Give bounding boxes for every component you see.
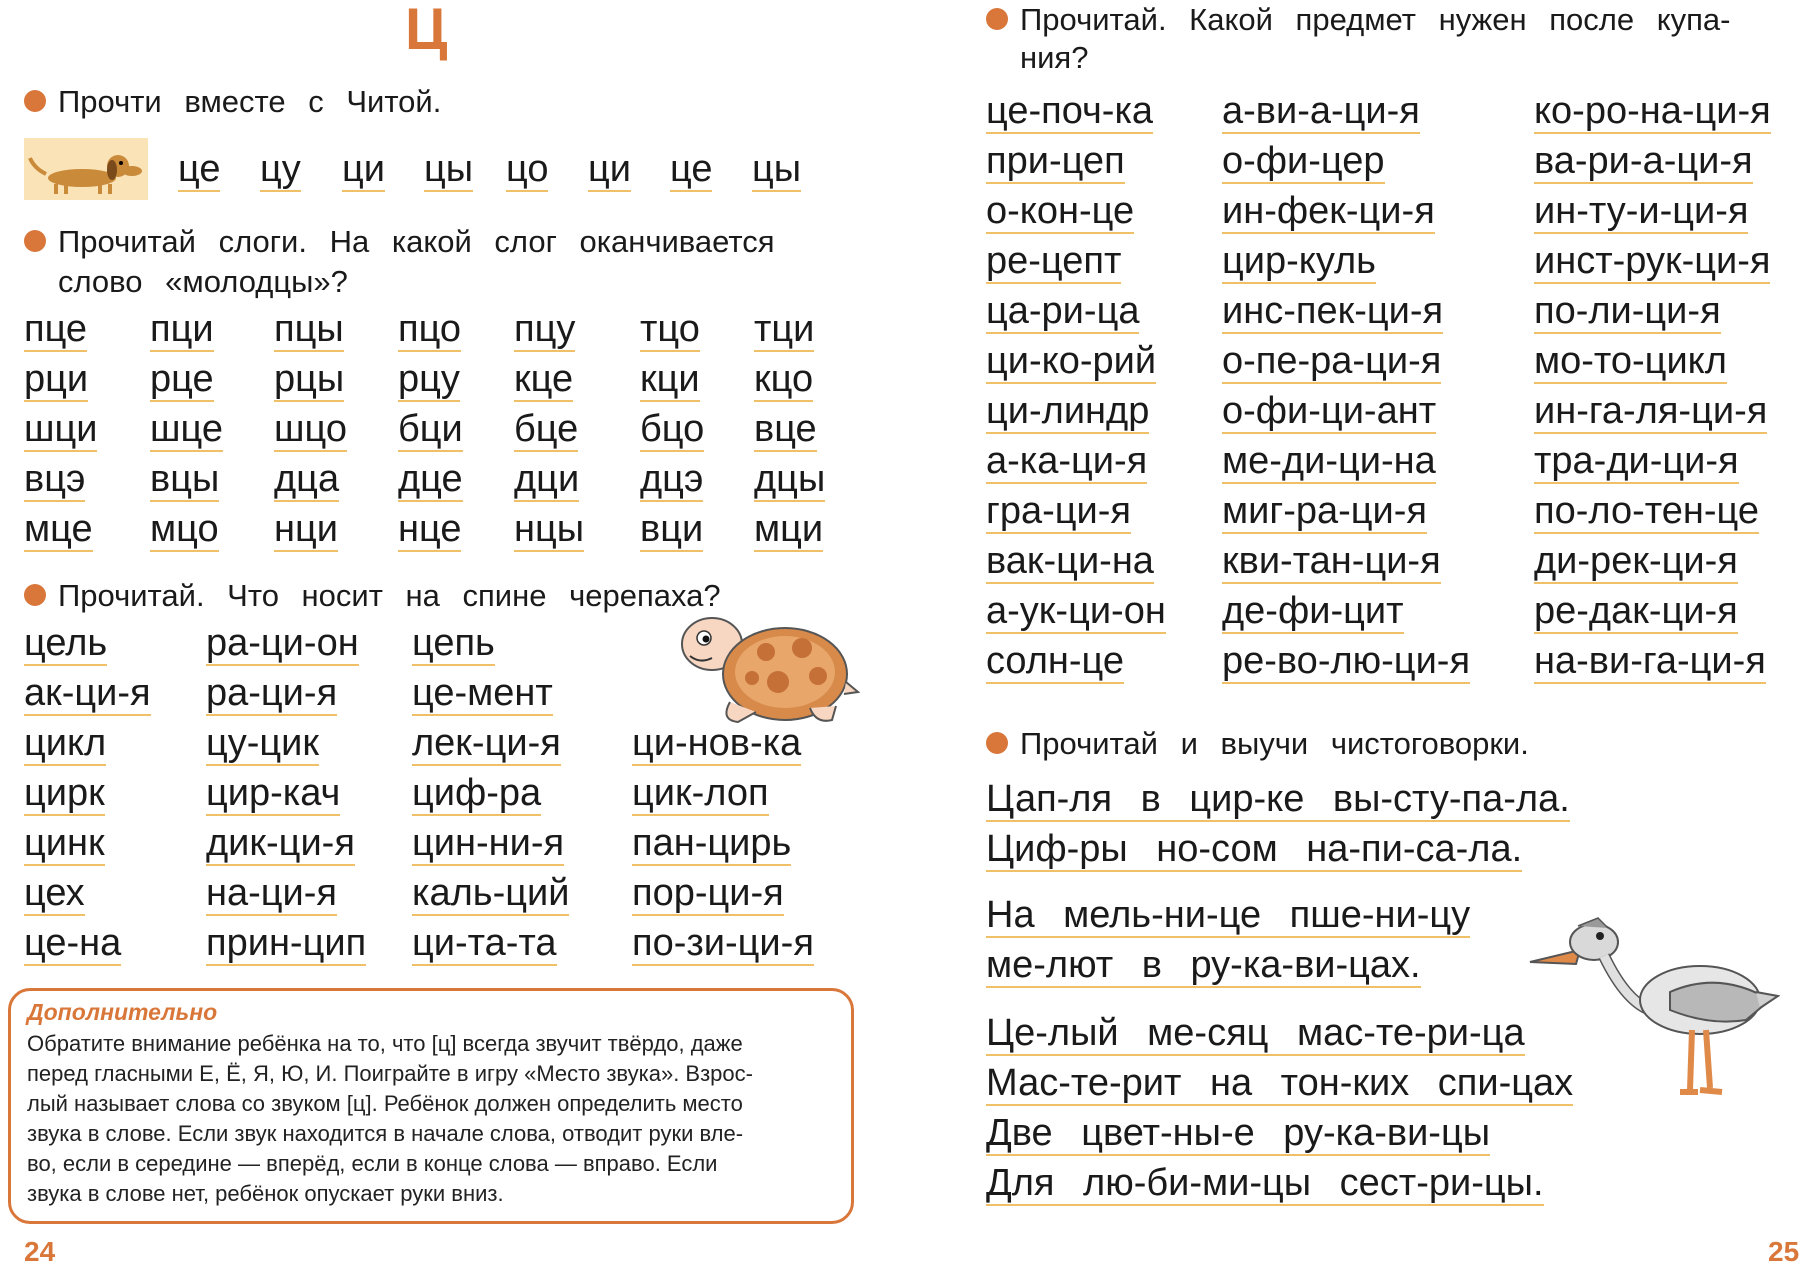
word-text: це-мент: [412, 672, 553, 714]
syllable-text: пцо: [398, 308, 462, 350]
word-text: це-поч-ка: [986, 90, 1154, 132]
word: [986, 638, 1124, 684]
syllable: [398, 406, 463, 452]
word-text: цир-куль: [1222, 240, 1376, 282]
instruction-2-line2: слово «молодцы»?: [58, 264, 348, 299]
syllable: [398, 356, 460, 402]
heron-illustration: [1520, 900, 1780, 1110]
syllable: [754, 306, 814, 352]
word-text: ца-ри-ца: [986, 290, 1140, 332]
tongue-twister-line-text: На мель-ни-це пше-ни-цу: [986, 894, 1471, 936]
bullet-icon: [986, 732, 1008, 754]
syllable: [150, 406, 223, 452]
syllable-text: тци: [754, 308, 815, 350]
syllable-text: дцэ: [640, 458, 704, 500]
syllable-text: вце: [754, 408, 817, 450]
word: [632, 820, 791, 866]
word: [1222, 88, 1420, 134]
turtle-illustration: [660, 612, 860, 728]
syllable-text: рце: [150, 358, 214, 400]
syllable: [640, 456, 703, 502]
syllable: [754, 406, 817, 452]
word: [24, 870, 85, 916]
word: [1222, 588, 1404, 634]
tongue-twister-line-text: ме-лют в ру-ка-ви-цах.: [986, 944, 1421, 986]
syllable-text: мци: [754, 508, 824, 550]
word-text: мо-то-цикл: [1534, 340, 1727, 382]
word-text: ци-та-та: [412, 922, 557, 964]
bullet-icon: [24, 90, 46, 112]
left-page: [0, 0, 870, 1272]
word: [986, 338, 1156, 384]
chita-syllable-text: ци: [588, 148, 631, 190]
word: [24, 720, 106, 766]
syllable: [640, 306, 700, 352]
word-text: на-ви-га-ци-я: [1534, 640, 1766, 682]
syllable-text: вци: [640, 508, 704, 550]
chita-syllable-text: це: [178, 148, 221, 190]
additional-info-line: звука в слове нет, ребёнок опускает руки вниз.: [27, 1181, 504, 1206]
syllable-text: рцы: [274, 358, 345, 400]
word-text: цин-ни-я: [412, 822, 565, 864]
word: [412, 820, 564, 866]
word-text: ра-ци-он: [206, 622, 359, 664]
word: [1534, 388, 1767, 434]
word: [412, 920, 557, 966]
additional-info-line: перед гласными Е, Ё, Я, Ю, И. Поиграйте в игру «Место звука». Взрос-: [27, 1061, 753, 1086]
word: [1534, 338, 1727, 384]
syllable-text: шце: [150, 408, 223, 450]
additional-info-line: во, если в середине — вперёд, если в конце слова — вправо. Если: [27, 1151, 718, 1176]
chita-syllable: [260, 146, 301, 192]
chita-syllable-text: цы: [752, 148, 802, 190]
tongue-twister-line-text: Цап-ля в цир-ке вы-сту-па-ла.: [986, 778, 1570, 820]
word-text: цик-лоп: [632, 772, 769, 814]
word-text: ин-фек-ци-я: [1222, 190, 1435, 232]
chita-syllable-text: ци: [342, 148, 385, 190]
syllable-text: дца: [274, 458, 340, 500]
syllable-text: кци: [640, 358, 700, 400]
syllable-text: вцы: [150, 458, 220, 500]
chita-syllable: [178, 146, 220, 192]
tongue-twister-line: [986, 890, 1470, 940]
additional-info-line: Обратите внимание ребёнка на то, что [ц] всегда звучит твёрдо, даже: [27, 1031, 743, 1056]
syllable: [514, 506, 584, 552]
word-text: пан-цирь: [632, 822, 792, 864]
syllable: [274, 356, 344, 402]
syllable: [150, 356, 214, 402]
instruction-4: Прочитай. Какой предмет нужен после купа-: [986, 0, 1806, 40]
syllable-text: кце: [514, 358, 574, 400]
word-text: ра-ци-я: [206, 672, 338, 714]
word-text: ме-ди-ци-на: [1222, 440, 1436, 482]
tongue-twister-line: [986, 940, 1470, 990]
word-text: инс-пек-ци-я: [1222, 290, 1444, 332]
word: [1222, 438, 1436, 484]
tongue-twister-line: [986, 824, 1570, 874]
word: [206, 870, 337, 916]
syllable-text: шцо: [274, 408, 347, 450]
tongue-twister-line-text: Циф-ры но-сом на-пи-са-ла.: [986, 828, 1523, 870]
chita-syllable: [506, 146, 548, 192]
instruction-2: Прочитай слоги. На какой слог оканчивается: [24, 222, 775, 262]
word: [1534, 438, 1739, 484]
word-text: инст-рук-ци-я: [1534, 240, 1771, 282]
word-text: по-ли-ци-я: [1534, 290, 1721, 332]
syllable: [754, 356, 813, 402]
word: [632, 920, 814, 966]
syllable-text: бци: [398, 408, 463, 450]
word-text: ди-рек-ци-я: [1534, 540, 1738, 582]
word-text: лек-ци-я: [412, 722, 561, 764]
additional-info-box: [8, 988, 854, 1224]
syllable: [398, 306, 461, 352]
syllable: [640, 356, 700, 402]
word: [1534, 488, 1759, 534]
syllable-text: мцо: [150, 508, 219, 550]
word: [24, 620, 107, 666]
word-text: ко-ро-на-ци-я: [1534, 90, 1771, 132]
word: [986, 88, 1153, 134]
syllable: [24, 306, 87, 352]
word: [1534, 638, 1766, 684]
syllable-text: тцо: [640, 308, 700, 350]
word: [1222, 488, 1427, 534]
tongue-twister-line: [986, 1058, 1573, 1108]
word: [412, 770, 541, 816]
syllable-text: нци: [274, 508, 338, 550]
right-page: [960, 0, 1816, 1272]
word-text: ци-ко-рий: [986, 340, 1157, 382]
tongue-twister-line: [986, 1008, 1573, 1058]
syllable: [150, 306, 214, 352]
syllable-text: кцо: [754, 358, 814, 400]
syllable-text: пцу: [514, 308, 576, 350]
word: [1534, 88, 1771, 134]
word: [412, 870, 569, 916]
word: [632, 720, 801, 766]
instruction-3: Прочитай. Что носит на спине черепаха?: [24, 576, 721, 616]
word-text: цу-цик: [206, 722, 320, 764]
word: [1222, 238, 1376, 284]
word-text: тра-ди-ци-я: [1534, 440, 1739, 482]
additional-info-title: Дополнительно: [27, 999, 218, 1025]
syllable-text: бцо: [640, 408, 705, 450]
syllable-text: рци: [24, 358, 89, 400]
word: [986, 238, 1121, 284]
syllable-text: пци: [150, 308, 214, 350]
word-text: на-ци-я: [206, 872, 337, 914]
word: [986, 288, 1139, 334]
word: [412, 620, 495, 666]
word-text: о-пе-ра-ци-я: [1222, 340, 1442, 382]
syllable: [754, 456, 825, 502]
syllable-text: мце: [24, 508, 93, 550]
word: [412, 670, 553, 716]
page-number-right: 25: [1768, 1236, 1800, 1267]
tongue-twister-line-text: Две цвет-ны-е ру-ка-ви-цы: [986, 1112, 1491, 1154]
word: [206, 920, 366, 966]
word: [986, 488, 1131, 534]
syllable: [274, 456, 339, 502]
word-text: ин-ту-и-ци-я: [1534, 190, 1749, 232]
chita-syllable: [588, 146, 631, 192]
word-text: ва-ри-а-ци-я: [1534, 140, 1753, 182]
word-text: прин-цип: [206, 922, 367, 964]
tongue-twister-line-text: Це-лый ме-сяц мас-те-ри-ца: [986, 1012, 1525, 1054]
word-text: а-ка-ци-я: [986, 440, 1148, 482]
word-text: пор-ци-я: [632, 872, 784, 914]
word: [1222, 338, 1441, 384]
word-text: ре-дак-ци-я: [1534, 590, 1738, 632]
bullet-icon: [986, 8, 1008, 30]
syllable: [24, 406, 97, 452]
word: [986, 138, 1125, 184]
syllable-text: нце: [398, 508, 462, 550]
word-text: миг-ра-ци-я: [1222, 490, 1428, 532]
chita-syllable: [752, 146, 801, 192]
word: [1222, 538, 1441, 584]
syllable-text: рцу: [398, 358, 460, 400]
bullet-icon: [24, 230, 46, 252]
syllable-text: нцы: [514, 508, 585, 550]
chita-syllable-text: це: [670, 148, 713, 190]
syllable: [398, 506, 461, 552]
word: [1222, 388, 1436, 434]
syllable: [150, 506, 219, 552]
word-text: ре-цепт: [986, 240, 1122, 282]
word-text: по-ло-тен-це: [1534, 490, 1759, 532]
word-text: ци-линдр: [986, 390, 1150, 432]
word-text: по-зи-ци-я: [632, 922, 814, 964]
word: [1222, 138, 1385, 184]
word: [1534, 238, 1770, 284]
syllable: [24, 456, 85, 502]
tongue-twister-2: [986, 890, 1470, 990]
bullet-icon: [24, 584, 46, 606]
word-text: де-фи-цит: [1222, 590, 1404, 632]
syllable: [754, 506, 823, 552]
word: [1534, 188, 1748, 234]
word: [1222, 188, 1435, 234]
word-text: а-ук-ци-он: [986, 590, 1166, 632]
additional-info-text: [27, 1029, 843, 1209]
syllable: [514, 406, 578, 452]
word-text: ин-га-ля-ци-я: [1534, 390, 1768, 432]
syllable-text: пцы: [274, 308, 344, 350]
dachshund-illustration: [24, 138, 148, 200]
chita-syllable: [670, 146, 712, 192]
syllable: [514, 356, 573, 402]
word-text: цир-кач: [206, 772, 341, 814]
syllable-text: дце: [398, 458, 463, 500]
syllable-text: бце: [514, 408, 579, 450]
tongue-twister-line: [986, 1158, 1573, 1208]
word-text: каль-ций: [412, 872, 570, 914]
syllable-text: дцы: [754, 458, 826, 500]
instruction-4-line2: ния?: [1020, 40, 1089, 75]
word: [206, 620, 359, 666]
word-text: дик-ци-я: [206, 822, 355, 864]
word: [1534, 138, 1753, 184]
syllable: [274, 406, 347, 452]
syllable: [274, 306, 344, 352]
word-text: о-кон-це: [986, 190, 1135, 232]
syllable-text: вцэ: [24, 458, 86, 500]
word: [24, 770, 105, 816]
word: [632, 870, 784, 916]
word: [1222, 288, 1443, 334]
word: [206, 720, 319, 766]
syllable-text: дци: [514, 458, 580, 500]
chita-syllable: [342, 146, 385, 192]
instruction-1: Прочти вместе с Читой.: [24, 82, 441, 122]
tongue-twister-line-text: Для лю-би-ми-цы сест-ри-цы.: [986, 1162, 1544, 1204]
word-text: цикл: [24, 722, 107, 764]
word: [206, 670, 337, 716]
syllable: [150, 456, 219, 502]
word-text: ре-во-лю-ци-я: [1222, 640, 1471, 682]
word-text: о-фи-цер: [1222, 140, 1385, 182]
word-text: цепь: [412, 622, 495, 664]
syllable: [24, 356, 88, 402]
instruction-5: Прочитай и выучи чистоговорки.: [986, 724, 1529, 764]
word-text: при-цеп: [986, 140, 1125, 182]
word: [986, 438, 1147, 484]
additional-info-line: лый называет слова со звуком [ц]. Ребёнок должен определить место: [27, 1091, 743, 1116]
chita-syllable-text: цы: [424, 148, 474, 190]
word: [1534, 288, 1721, 334]
word: [24, 820, 105, 866]
syllable-text: пце: [24, 308, 88, 350]
word-text: а-ви-а-ци-я: [1222, 90, 1420, 132]
word: [206, 820, 355, 866]
tongue-twister-line: [986, 1108, 1573, 1158]
page-letter-title: Ц: [405, 0, 448, 62]
word: [1534, 538, 1738, 584]
syllable: [514, 456, 579, 502]
word-text: цех: [24, 872, 85, 914]
word: [986, 538, 1154, 584]
page-number-left: 24: [24, 1236, 56, 1267]
tongue-twister-1: [986, 774, 1570, 874]
word-text: цинк: [24, 822, 105, 864]
word-text: вак-ци-на: [986, 540, 1154, 582]
syllable: [640, 406, 704, 452]
word: [206, 770, 340, 816]
word: [986, 388, 1149, 434]
syllable: [514, 306, 575, 352]
word: [24, 670, 151, 716]
tongue-twister-line-text: Мас-те-рит на тон-ких спи-цах: [986, 1062, 1574, 1104]
chita-syllable-text: цу: [260, 148, 301, 190]
word: [412, 720, 561, 766]
word: [1222, 638, 1470, 684]
syllable: [24, 506, 93, 552]
word-text: кви-тан-ци-я: [1222, 540, 1441, 582]
tongue-twister-line: [986, 774, 1570, 824]
word: [986, 588, 1166, 634]
syllable: [274, 506, 338, 552]
chita-syllable-text: цо: [506, 148, 549, 190]
word: [986, 188, 1134, 234]
word: [1534, 588, 1738, 634]
word-text: солн-це: [986, 640, 1125, 682]
tongue-twister-3: [986, 1008, 1573, 1208]
syllable: [398, 456, 463, 502]
word: [24, 920, 121, 966]
word-text: ци-нов-ка: [632, 722, 802, 764]
word-text: це-на: [24, 922, 122, 964]
word: [632, 770, 769, 816]
word-text: гра-ци-я: [986, 490, 1132, 532]
syllable: [640, 506, 703, 552]
chita-syllable: [424, 146, 473, 192]
syllable-text: шци: [24, 408, 98, 450]
word-text: цель: [24, 622, 108, 664]
word-text: циф-ра: [412, 772, 542, 814]
word-text: цирк: [24, 772, 105, 814]
word-text: о-фи-ци-ант: [1222, 390, 1437, 432]
additional-info-line: звука в слове. Если звук находится в начале слова, отводит руки вле-: [27, 1121, 744, 1146]
word-text: ак-ци-я: [24, 672, 151, 714]
